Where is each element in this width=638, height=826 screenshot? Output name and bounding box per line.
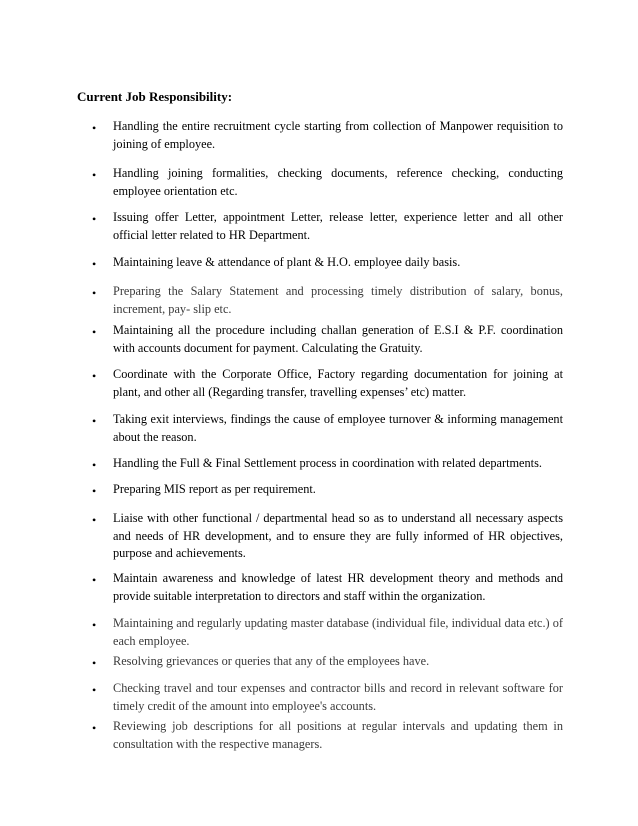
bullet-icon: [92, 682, 96, 698]
responsibility-text: Preparing the Salary Statement and processing timely distribution of salary, bonus, increment, pay- slip etc.: [113, 284, 563, 316]
bullet-icon: [92, 256, 96, 272]
bullet-icon: [92, 167, 96, 183]
responsibility-text: Coordinate with the Corporate Office, Factory regarding documentation for joining at plant, and other all (Regarding transfer, travelling expenses’ etc) matter.: [113, 367, 563, 399]
bullet-icon: [92, 655, 96, 671]
bullet-icon: [92, 368, 96, 384]
responsibility-text: Maintaining and regularly updating master database (individual file, individual data etc.) of each employee.: [113, 616, 563, 648]
bullet-icon: [92, 512, 96, 528]
bullet-icon: [92, 120, 96, 136]
responsibility-text: Maintain awareness and knowledge of latest HR development theory and methods and provide suitable interpretation to directors and staff within the organization.: [113, 571, 563, 603]
responsibility-text: Maintaining leave & attendance of plant & H.O. employee daily basis.: [113, 255, 461, 269]
section-title: Current Job Responsibility:: [77, 89, 233, 104]
bullet-icon: [92, 285, 96, 301]
bullet-icon: [92, 457, 96, 473]
responsibility-text: Handling joining formalities, checking documents, reference checking, conducting employee orientation etc.: [113, 166, 563, 198]
responsibility-text: Reviewing job descriptions for all positions at regular intervals and updating them in consultation with the respective managers.: [113, 719, 563, 751]
responsibility-text: Handling the Full & Final Settlement process in coordination with related departments.: [113, 456, 542, 470]
responsibility-text: Resolving grievances or queries that any of the employees have.: [113, 654, 430, 668]
bullet-icon: [92, 211, 96, 227]
bullet-icon: [92, 324, 96, 340]
responsibility-text: Taking exit interviews, findings the cause of employee turnover & informing management about the reason.: [113, 412, 563, 444]
bullet-icon: [92, 617, 96, 633]
bullet-icon: [92, 720, 96, 736]
responsibility-text: Maintaining all the procedure including challan generation of E.S.I & P.F. coordination with accounts document for payment. Calculating the Gratuity.: [113, 323, 563, 355]
bullet-icon: [92, 413, 96, 429]
responsibility-text: Checking travel and tour expenses and contractor bills and record in relevant software for timely credit of the amount into employee's accounts.: [113, 681, 563, 713]
responsibility-text: Preparing MIS report as per requirement.: [113, 482, 316, 496]
bullet-icon: [92, 483, 96, 499]
responsibility-text: Liaise with other functional / departmental head so as to understand all necessary aspects and needs of HR development, and to ensure they are fully informed of HR objectives, purpose and achievements.: [113, 511, 563, 560]
responsibility-text: Handling the entire recruitment cycle starting from collection of Manpower requisition to joining of employee.: [113, 119, 563, 151]
responsibility-text: Issuing offer Letter, appointment Letter, release letter, experience letter and all other official letter related to HR Department.: [113, 210, 563, 242]
bullet-icon: [92, 572, 96, 588]
